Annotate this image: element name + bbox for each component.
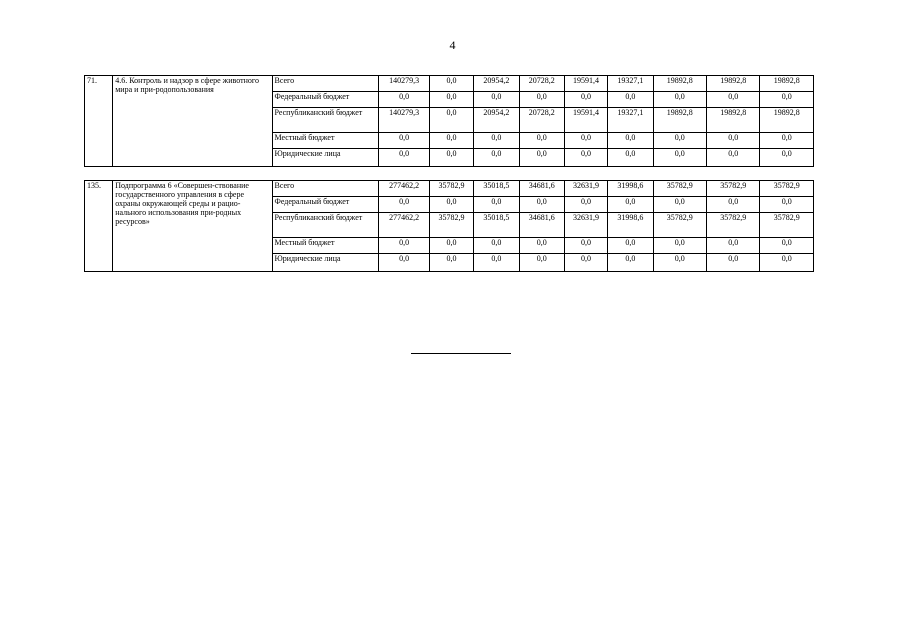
page-number: 4 xyxy=(449,38,456,52)
value-cell: 0,0 xyxy=(474,254,519,272)
funding-source: Местный бюджет xyxy=(272,238,379,254)
value-cell: 0,0 xyxy=(707,133,760,149)
value-cell: 35782,9 xyxy=(653,181,706,197)
value-cell: 0,0 xyxy=(429,92,473,108)
value-cell: 277462,2 xyxy=(379,181,429,197)
value-cell: 0,0 xyxy=(707,238,760,254)
funding-source: Республиканский бюджет xyxy=(272,108,379,133)
value-cell: 0,0 xyxy=(379,238,429,254)
value-cell: 0,0 xyxy=(429,133,473,149)
footer-divider xyxy=(411,353,511,354)
table-row xyxy=(85,181,814,197)
value-cell: 20954,2 xyxy=(474,76,519,92)
value-cell: 0,0 xyxy=(707,254,760,272)
value-cell: 0,0 xyxy=(653,149,706,167)
value-cell: 0,0 xyxy=(760,254,814,272)
value-cell: 35018,5 xyxy=(474,181,519,197)
value-cell: 19892,8 xyxy=(653,108,706,133)
table-row xyxy=(85,76,814,92)
value-cell: 0,0 xyxy=(564,92,607,108)
value-cell: 31998,6 xyxy=(608,213,653,238)
value-cell: 0,0 xyxy=(564,238,607,254)
value-cell: 19591,4 xyxy=(564,76,607,92)
funding-source: Всего xyxy=(272,181,379,197)
value-cell: 0,0 xyxy=(519,238,564,254)
value-cell: 0,0 xyxy=(519,197,564,213)
value-cell: 0,0 xyxy=(474,92,519,108)
value-cell: 35782,9 xyxy=(760,181,814,197)
value-cell: 34681,6 xyxy=(519,181,564,197)
value-cell: 19327,1 xyxy=(608,108,653,133)
value-cell: 35782,9 xyxy=(653,213,706,238)
value-cell: 0,0 xyxy=(429,108,473,133)
value-cell: 0,0 xyxy=(653,133,706,149)
value-cell: 0,0 xyxy=(608,254,653,272)
value-cell: 0,0 xyxy=(564,133,607,149)
funding-source: Юридические лица xyxy=(272,254,379,272)
funding-source: Республиканский бюджет xyxy=(272,213,379,238)
value-cell: 0,0 xyxy=(653,238,706,254)
value-cell: 35782,9 xyxy=(707,213,760,238)
value-cell: 0,0 xyxy=(474,197,519,213)
value-cell: 0,0 xyxy=(608,238,653,254)
value-cell: 0,0 xyxy=(474,238,519,254)
funding-source: Юридические лица xyxy=(272,149,379,167)
value-cell: 0,0 xyxy=(564,149,607,167)
value-cell: 0,0 xyxy=(707,149,760,167)
program-title: 4.6. Контроль и надзор в сфере животного мира и при-родопользования xyxy=(113,76,272,167)
value-cell: 35018,5 xyxy=(474,213,519,238)
value-cell: 0,0 xyxy=(608,92,653,108)
row-index: 135. xyxy=(85,181,113,272)
value-cell: 35782,9 xyxy=(760,213,814,238)
value-cell: 0,0 xyxy=(429,254,473,272)
value-cell: 0,0 xyxy=(379,254,429,272)
value-cell: 0,0 xyxy=(379,92,429,108)
value-cell: 35782,9 xyxy=(707,181,760,197)
value-cell: 0,0 xyxy=(608,197,653,213)
value-cell: 35782,9 xyxy=(429,181,473,197)
value-cell: 0,0 xyxy=(379,197,429,213)
value-cell: 0,0 xyxy=(653,254,706,272)
funding-source: Местный бюджет xyxy=(272,133,379,149)
value-cell: 32631,9 xyxy=(564,213,607,238)
value-cell: 32631,9 xyxy=(564,181,607,197)
value-cell: 0,0 xyxy=(429,238,473,254)
value-cell: 0,0 xyxy=(564,254,607,272)
value-cell: 0,0 xyxy=(707,92,760,108)
value-cell: 0,0 xyxy=(519,149,564,167)
value-cell: 19327,1 xyxy=(608,76,653,92)
row-index: 71. xyxy=(85,76,113,167)
value-cell: 277462,2 xyxy=(379,213,429,238)
funding-source: Федеральный бюджет xyxy=(272,92,379,108)
value-cell: 31998,6 xyxy=(608,181,653,197)
value-cell: 140279,3 xyxy=(379,108,429,133)
value-cell: 0,0 xyxy=(519,133,564,149)
value-cell: 19892,8 xyxy=(760,76,814,92)
value-cell: 34681,6 xyxy=(519,213,564,238)
value-cell: 0,0 xyxy=(608,149,653,167)
budget-table-71 xyxy=(84,75,814,167)
value-cell: 19892,8 xyxy=(707,76,760,92)
value-cell: 0,0 xyxy=(653,197,706,213)
value-cell: 0,0 xyxy=(519,92,564,108)
value-cell: 0,0 xyxy=(760,149,814,167)
value-cell: 0,0 xyxy=(653,92,706,108)
value-cell: 0,0 xyxy=(608,133,653,149)
value-cell: 19892,8 xyxy=(653,76,706,92)
value-cell: 0,0 xyxy=(429,149,473,167)
value-cell: 20728,2 xyxy=(519,108,564,133)
value-cell: 0,0 xyxy=(760,133,814,149)
value-cell: 0,0 xyxy=(564,197,607,213)
value-cell: 35782,9 xyxy=(429,213,473,238)
value-cell: 140279,3 xyxy=(379,76,429,92)
value-cell: 19892,8 xyxy=(760,108,814,133)
funding-source: Всего xyxy=(272,76,379,92)
value-cell: 20728,2 xyxy=(519,76,564,92)
value-cell: 0,0 xyxy=(760,238,814,254)
value-cell: 0,0 xyxy=(760,92,814,108)
funding-source: Федеральный бюджет xyxy=(272,197,379,213)
value-cell: 0,0 xyxy=(474,149,519,167)
value-cell: 0,0 xyxy=(379,149,429,167)
value-cell: 0,0 xyxy=(707,197,760,213)
value-cell: 0,0 xyxy=(429,197,473,213)
value-cell: 0,0 xyxy=(474,133,519,149)
program-title: Подпрограмма 6 «Совершен-ствование государственного управления в сфере охраны окружающей среды и рацио-нального использования при-родных ресурсов» xyxy=(113,181,272,272)
value-cell: 19892,8 xyxy=(707,108,760,133)
value-cell: 0,0 xyxy=(429,76,473,92)
value-cell: 0,0 xyxy=(519,254,564,272)
value-cell: 20954,2 xyxy=(474,108,519,133)
value-cell: 0,0 xyxy=(379,133,429,149)
budget-table-135 xyxy=(84,180,814,272)
value-cell: 0,0 xyxy=(760,197,814,213)
value-cell: 19591,4 xyxy=(564,108,607,133)
